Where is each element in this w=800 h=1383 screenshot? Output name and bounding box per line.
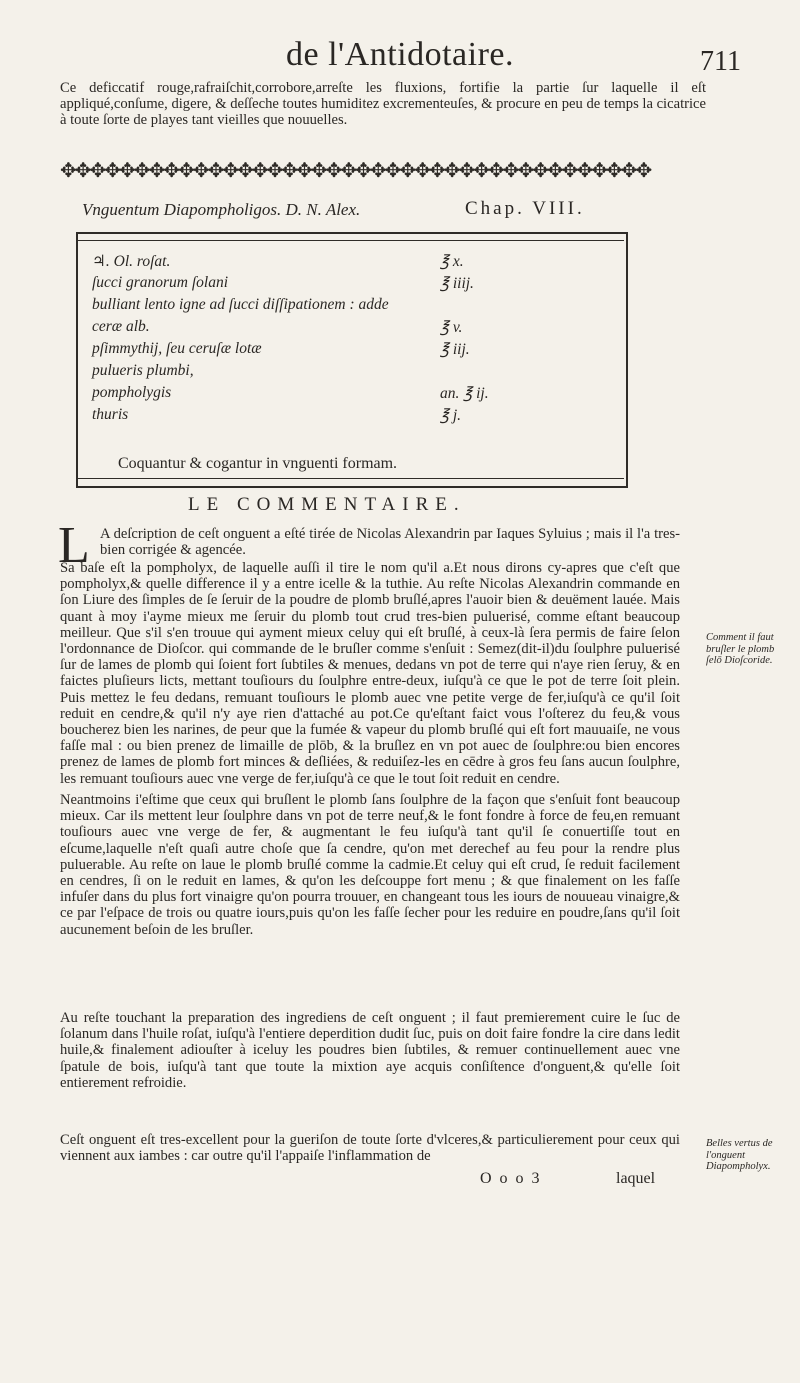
- recipe-line: [92, 406, 552, 426]
- section-title: LE COMMENTAIRE.: [188, 494, 466, 515]
- chapter-label: Chap. VIII.: [465, 198, 585, 219]
- recipe-ingredient: pulueris plumbi,: [92, 362, 194, 379]
- recipe-title: Vnguentum Diapompholigos. D. N. Alex.: [82, 200, 361, 219]
- recipe-ingredient: ſucci granorum ſolani: [92, 274, 229, 291]
- recipe-line: [92, 362, 552, 382]
- commentary-paragraph-1: Sa baſe eſt la pompholyx, de laquelle auſſi il tire le nom qu'il a.Et nous dirons cy-apres que c'eſt que pompholyx,& quelle difference il y a entre icelle & la tuthie. Au reſte Nicolas Alexandrin commande en ſon Liure des ſimples de ſe ſeruir de la poudre de plomb bruſlé,apres l'auoir bien & deuëment lauée. Mais quant à moy i'ayme mieux me ſeruir du plomb tout crud tres-bien puluerisé, comme eſtant beaucoup meilleur. Que s'il s'en trouue qui ayment mieux celuy qui eſt bruſlé, à ceux-là ſera permis de faire ſelon l'ordonnance de Dioſcor. qui commande de le bruſler comme s'enſuit : Semez(dit-il)du ſoulphre puluerisé ſur de lames de plomb qui ſoient fort ſubtiles & menues, dedans vn pot de terre qui n'aye rien ſeruy, & en faictes pluſieurs licts, mettant touſiours du ſoulphre entre-deux, iuſqu'à ce que le pot de terre ſoit plein. Puis mettez le feu dedans, remuant touſiours le plomb auec vne petite verge de fer,iuſqu'à ce qu'il ſoit reduit en cendre,& qu'il n'y aye rien d'attaché au pot.Ce qu'eſtant faict vous l'oſterez du feu,& vous boucherez bien les narines, de peur que la fumée & vapeur du plomb bruſlé qui eſt fort mauuaiſe, ne vous faſſe mal : ou bien prenez de limaille de plōb, & la bruſlez en vn pot auec de ſoulphre:ou bien encores prenez de lames de plomb fort minces & deſliées, & reduiſez-les en cēdre à gros feu ſans aucun ſoulphre, les remuant touſiours auec vne verge de fer,iuſqu'à ce que le tout ſoit reduit en cendre.: [60, 560, 680, 787]
- recipe-ingredient: thuris: [92, 406, 129, 423]
- recipe-ingredient: bulliant lento igne ad ſucci diſſipationem : adde: [92, 296, 389, 313]
- catchword: laquel: [616, 1170, 656, 1187]
- recipe-quantity: ℥ iiij.: [440, 275, 474, 292]
- recipe-quantity: ℥ j.: [440, 407, 462, 424]
- recipe-ingredient: ♃. Ol. roſat.: [92, 253, 171, 270]
- recipe-quantity: an. ℥ ij.: [440, 385, 489, 402]
- recipe-line: [92, 274, 552, 294]
- margin-note: Belles vertus de l'onguent Diapompholyx.: [706, 1138, 773, 1172]
- page-footer: [60, 1170, 700, 1192]
- page-number: 711: [700, 46, 741, 77]
- recipe-instruction: Coquantur & cogantur in vnguenti formam.: [118, 455, 398, 472]
- margin-note: Comment il faut bruſler le plomb ſelō Dioſcoride.: [706, 632, 775, 666]
- recipe-quantity: ℥ iij.: [440, 341, 470, 358]
- intro-paragraph: Ce deficcatif rouge,rafraiſchit,corrobore,arreſte les fluxions, fortifie la partie ſur laquelle il eſt appliqué,conſume, digere, & deſſeche toutes humiditez excrementeuſes, & procure en peu de temps la cicatrice à toute ſorte de playes tant vieilles que nouuelles.: [60, 80, 706, 129]
- recipe-frame-bottom-rule: [76, 478, 624, 479]
- ornament-band: ✥✥✥✥✥✥✥✥✥✥✥✥✥✥✥✥✥✥✥✥✥✥✥✥✥✥✥✥✥✥✥✥✥✥✥✥✥✥✥✥: [60, 160, 651, 182]
- recipe-frame-top-rule: [76, 240, 624, 241]
- signature-mark: O o o 3: [480, 1170, 542, 1187]
- recipe-ingredient: ceræ alb.: [92, 318, 150, 335]
- recipe-ingredient: pompholygis: [92, 384, 172, 401]
- recipe-line: [92, 318, 552, 338]
- recipe-ingredient: pſimmythij, ſeu ceruſæ lotæ: [92, 340, 262, 357]
- recipe-line: [92, 296, 552, 316]
- recipe-line: [92, 252, 552, 272]
- commentary-paragraph-3: Au reſte touchant la preparation des ingrediens de ceſt onguent ; il faut premierement cuire le ſuc de ſolanum dans l'huile roſat, iuſqu'à l'entiere deperdition dudit ſuc, puis on doit faire fondre la cire dans ledit huile,& finalement adiouſter à iceluy les poudres bien ſubtiles, & remuer continuellement auec vne ſpatule de bois, iuſqu'à tant que toute la mixtion aye acquis conſiſtence d'onguent,& qu'elle ſoit entierement refroidie.: [60, 1010, 680, 1091]
- commentary-first-line: A deſcription de ceſt onguent a eſté tirée de Nicolas Alexandrin par Iaques Syluius ; mais il l'a tres-bien corrigée & agencée.: [100, 526, 680, 559]
- recipe-line: [92, 384, 552, 404]
- commentary-paragraph-2: Neantmoins i'eſtime que ceux qui bruſlent le plomb ſans ſoulphre de la façon que s'enſuit font beaucoup mieux. Car ils mettent leur ſoulphre dans vn pot de terre neuf,& le font fondre à force de feu,en remuant touſiours auec vne verge de fer, & augmentant le feu iuſqu'à tant qu'il ſe conuertiſſe tout en eſcume,laquelle n'eſt quaſi autre choſe que ſa cendre, qu'on met derechef au feu pour la rendre plus puluerable. Au reſte on laue le plomb bruſlé comme la cadmie.Et celuy qui eſt crud, ſe reduit facilement en cendres, ſi on le reduit en lames, & qu'on les deſcouppe fort menu ; & que finalement on les faſſe infuſer dans du plus fort vinaigre qu'on pourra trouuer, en changeant tous les iours de nouueau vinaigre,& ce par l'eſpace de trois ou quatre iours,puis qu'on les faſſe ſecher pour les reduire en poudre,ſans qu'il ſoit aucunement beſoin de les bruſler.: [60, 792, 680, 938]
- recipe-quantity: ℥ v.: [440, 319, 463, 336]
- chapter-heading-row: [82, 198, 702, 224]
- recipe-line: [92, 340, 552, 360]
- recipe-quantity: ℥ x.: [440, 253, 464, 270]
- running-header: de l'Antidotaire.: [285, 36, 514, 73]
- drop-capital: L: [58, 517, 90, 574]
- commentary-paragraph-4: Ceſt onguent eſt tres-excellent pour la gueriſon de toute ſorte d'vlceres,& particulierement pour ceux qui viennent aux iambes : car outre qu'il l'appaiſe l'inflammation de: [60, 1132, 680, 1165]
